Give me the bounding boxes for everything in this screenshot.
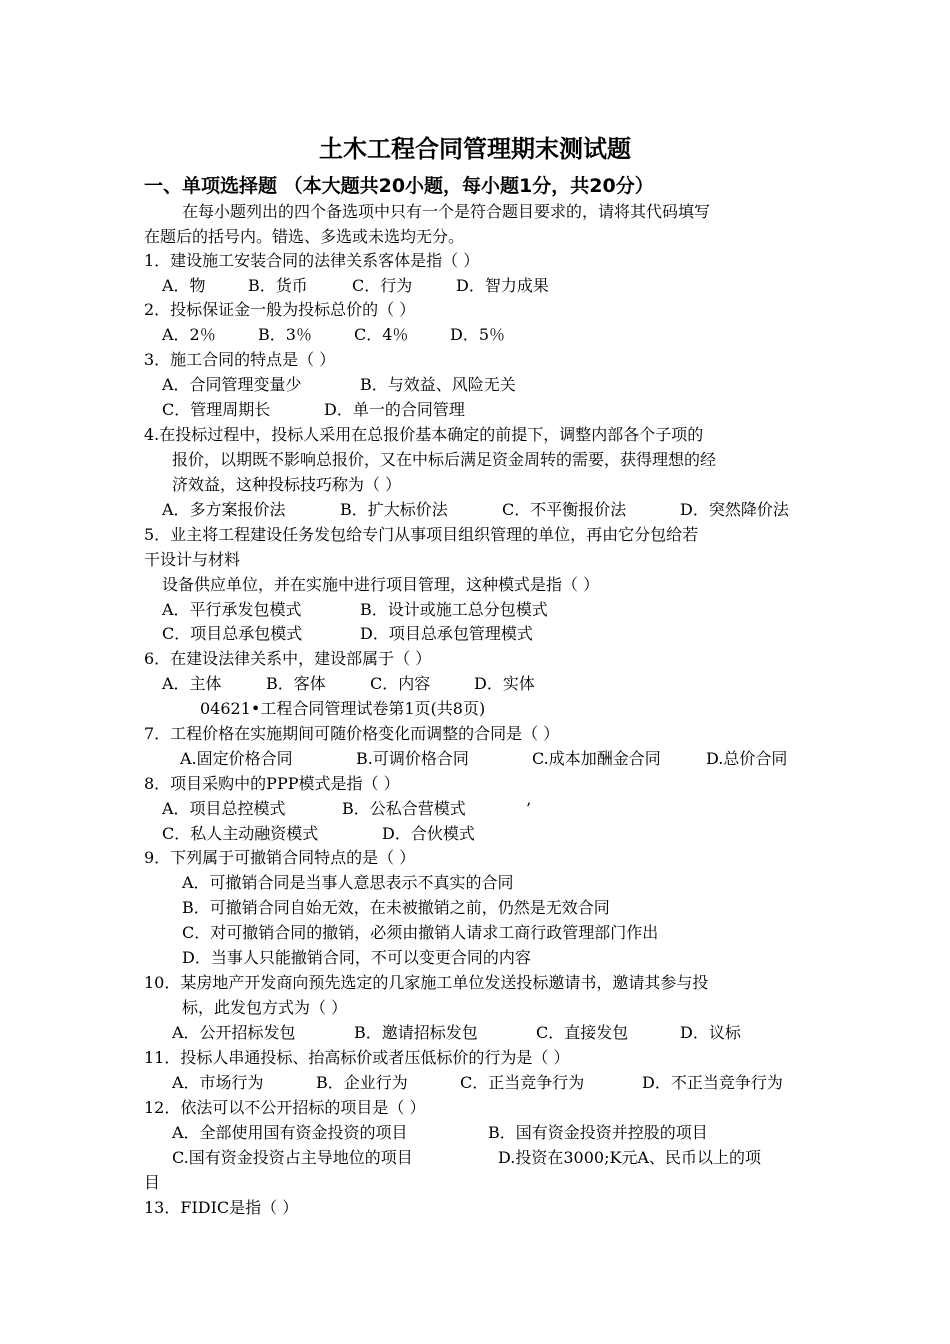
question-options <box>162 274 549 298</box>
question-stem: 13．FIDIC是指（ ） <box>144 1198 299 1217</box>
page-footer: 04621•工程合同管理试卷第1页(共8页) <box>200 699 486 718</box>
option-c: C．行为 <box>352 276 413 295</box>
option-c: C．直接发包 <box>536 1023 629 1042</box>
option-b: B．国有资金投资并控股的项目 <box>488 1123 708 1142</box>
option-a: A．公开招标发包 <box>172 1023 296 1042</box>
option-c: C．不平衡报价法 <box>502 500 627 519</box>
option-c: C.国有资金投资占主导地位的项目 <box>172 1148 413 1167</box>
option-d: D．议标 <box>680 1023 741 1042</box>
option-b: B．企业行为 <box>316 1073 408 1092</box>
option-c: C．对可撤销合同的撤销，必须由撤销人请求工商行政管理部门作出 <box>182 923 659 942</box>
option-c: C．正当竞争行为 <box>460 1073 585 1092</box>
question-stem: 报价，以期既不影响总报价，又在中标后满足资金周转的需要，获得理想的经 <box>172 450 717 469</box>
option-a: A．可撤销合同是当事人意思表示不真实的合同 <box>182 873 514 892</box>
option-d: D.总价合同 <box>706 749 788 768</box>
question-stem: 3．施工合同的特点是（ ） <box>144 350 336 369</box>
option-d: D．当事人只能撤销合同，不可以变更合同的内容 <box>182 948 531 967</box>
question-options <box>162 822 475 846</box>
option-c: C．私人主动融资模式 <box>162 824 319 843</box>
option-c: C．项目总承包模式 <box>162 624 303 643</box>
option-a: A．全部使用国有资金投资的项目 <box>172 1123 408 1142</box>
question-options <box>162 598 548 622</box>
question-stem: 10．某房地产开发商向预先选定的几家施工单位发送投标邀请书，邀请其参与投 <box>144 973 709 992</box>
question-options <box>162 498 789 522</box>
instruction-line: 在题后的括号内。错选、多选或未选均无分。 <box>144 227 465 246</box>
question-options <box>162 323 505 347</box>
option-c: C．内容 <box>370 674 431 693</box>
question-stem: 设备供应单位，并在实施中进行项目管理，这种模式是指（ ） <box>162 575 600 594</box>
option-a: A．市场行为 <box>172 1073 264 1092</box>
option-b: B．设计或施工总分包模式 <box>360 600 548 619</box>
question-stem: 5．业主将工程建设任务发包给专门从事项目组织管理的单位，再由它分包给若 <box>144 525 699 544</box>
option-b: B．与效益、风险无关 <box>360 375 516 394</box>
option-a: A．2％ <box>162 325 216 344</box>
option-d: D．单一的合同管理 <box>324 400 465 419</box>
question-options <box>162 398 465 422</box>
option-b: B．货币 <box>248 276 308 295</box>
option-a: A．主体 <box>162 674 222 693</box>
option-a: A.固定价格合同 <box>180 749 293 768</box>
option-a: A．物 <box>162 276 206 295</box>
option-b: B．扩大标价法 <box>340 500 448 519</box>
page-title: 土木工程合同管理期末测试题 <box>319 135 631 163</box>
question-options <box>172 1146 761 1170</box>
question-options <box>162 622 533 646</box>
question-options <box>172 1121 708 1145</box>
option-d: D．智力成果 <box>456 276 549 295</box>
option-a: A．平行承发包模式 <box>162 600 302 619</box>
option-b: B．公私合营模式 <box>342 799 466 818</box>
question-stem: 干设计与材料 <box>144 550 241 569</box>
option-d: D．项目总承包管理模式 <box>360 624 533 643</box>
option-b: B．客体 <box>266 674 326 693</box>
question-stem: 7．工程价格在实施期间可随价格变化而调整的合同是（ ） <box>144 724 560 743</box>
stray-mark: ’ <box>526 799 532 818</box>
option-d: D．5％ <box>450 325 506 344</box>
option-b: B.可调价格合同 <box>356 749 469 768</box>
question-stem: 1．建设施工安装合同的法律关系客体是指（ ） <box>144 251 480 270</box>
question-stem: 9．下列属于可撤销合同特点的是（ ） <box>144 848 416 867</box>
question-options <box>162 797 531 821</box>
question-stem: 4.在投标过程中，投标人采用在总报价基本确定的前提下，调整内部各个子项的 <box>144 425 704 444</box>
option-d: D.投资在3000;K元A、民币以上的项 <box>498 1148 761 1167</box>
section-heading: 一、单项选择题 （本大题共20小题，每小题1分，共20分） <box>144 175 654 197</box>
question-stem: 8．项目采购中的PPP模式是指（ ） <box>144 774 400 793</box>
question-options <box>172 1021 741 1045</box>
option-b: B．3％ <box>258 325 312 344</box>
option-c: C.成本加酬金合同 <box>532 749 661 768</box>
instruction-line: 在每小题列出的四个备选项中只有一个是符合题目要求的，请将其代码填写 <box>182 202 711 221</box>
option-a: A．多方案报价法 <box>162 500 286 519</box>
question-options <box>172 1071 783 1095</box>
option-b: B．邀请招标发包 <box>354 1023 478 1042</box>
option-a: A．项目总控模式 <box>162 799 286 818</box>
question-stem: 2．投标保证金一般为投标总价的（ ） <box>144 300 416 319</box>
question-options <box>180 747 787 771</box>
question-options <box>162 672 535 696</box>
option-b: B．可撤销合同自始无效，在未被撤销之前，仍然是无效合同 <box>182 898 610 917</box>
option-a: A．合同管理变量少 <box>162 375 302 394</box>
option-d: D．突然降价法 <box>680 500 789 519</box>
option-d: D．不正当竞争行为 <box>642 1073 783 1092</box>
question-stem: 标，此发包方式为（ ） <box>182 998 348 1017</box>
question-stem: 济效益，这种投标技巧称为（ ） <box>172 475 402 494</box>
question-options <box>162 373 516 397</box>
question-stem: 6．在建设法律关系中，建设部属于（ ） <box>144 649 432 668</box>
option-d: D．合伙模式 <box>382 824 475 843</box>
question-stem: 11．投标人串通投标、抬高标价或者压低标价的行为是（ ） <box>144 1048 570 1067</box>
option-c: C．管理周期长 <box>162 400 271 419</box>
option-d: D．实体 <box>474 674 535 693</box>
option-d-continued: 目 <box>144 1173 161 1192</box>
question-stem: 12．依法可以不公开招标的项目是（ ） <box>144 1098 426 1117</box>
option-c: C．4％ <box>354 325 409 344</box>
